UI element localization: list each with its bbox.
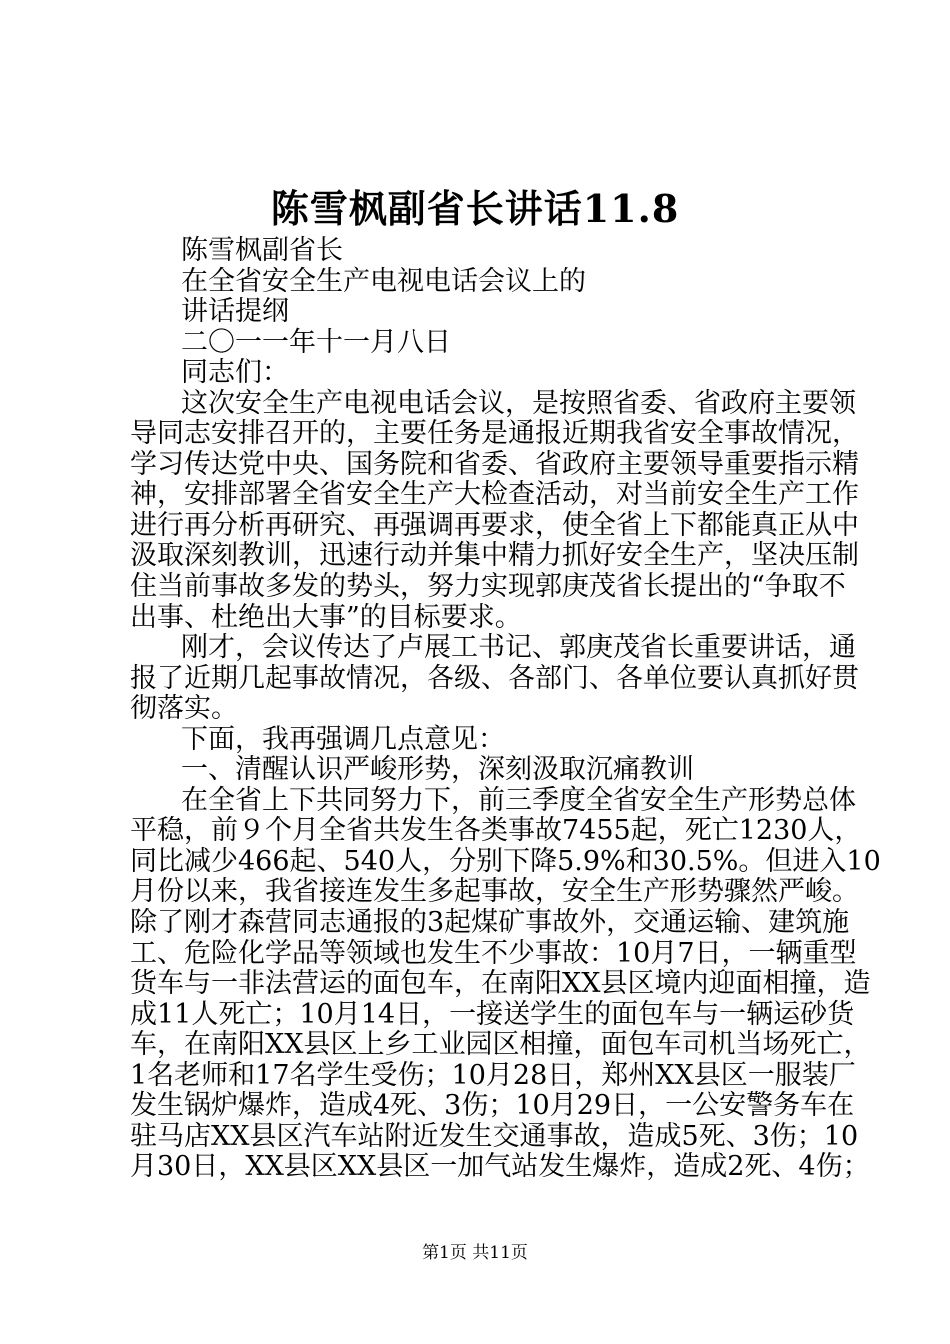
text-line: 在全省安全生产电视电话会议上的	[181, 265, 586, 297]
text-line: 货车与一非法营运的面包车，在南阳XX县区境内迎面相撞，造	[130, 968, 871, 1000]
text-line: 在全省上下共同努力下，前三季度全省安全生产形势总体	[181, 784, 856, 816]
text-line: 彻落实。	[130, 693, 238, 725]
text-line: 讲话提纲	[181, 296, 289, 328]
text-line: 月30日，XX县区XX县区一加气站发生爆炸，造成2死、4伤；	[130, 1151, 870, 1183]
text-line: 发生锅炉爆炸，造成4死、3伤；10月29日，一公安警务车在	[130, 1090, 855, 1122]
text-line: 住当前事故多发的势头，努力实现郭庚茂省长提出的“争取不	[130, 571, 846, 603]
text-line: 进行再分析再研究、再强调再要求，使全省上下都能真正从中	[130, 509, 859, 541]
text-line: 1名老师和17名学生受伤；10月28日，郑州XX县区一服装厂	[130, 1059, 856, 1091]
text-line: 成11人死亡；10月14日，一接送学生的面包车与一辆运砂货	[130, 998, 855, 1030]
text-line: 一、清醒认识严峻形势，深刻汲取沉痛教训	[181, 754, 694, 786]
text-line: 出事、杜绝出大事”的目标要求。	[130, 601, 522, 633]
text-line: 平稳，前９个月全省共发生各类事故7455起，死亡1230人，	[130, 815, 862, 847]
text-line: 下面，我再强调几点意见：	[181, 723, 505, 755]
text-line: 导同志安排召开的，主要任务是通报近期我省安全事故情况，	[130, 418, 859, 450]
page-footer: 第1页 共11页	[422, 1243, 528, 1263]
text-line: 工、危险化学品等领域也发生不少事故：10月7日，一辆重型	[130, 937, 857, 969]
text-line: 神，安排部署全省安全生产大检查活动，对当前安全生产工作	[130, 479, 859, 511]
text-line: 除了刚才森营同志通报的3起煤矿事故外，交通运输、建筑施	[130, 907, 850, 939]
text-line: 同比减少466起、540人，分别下降5.9%和30.5%。但进入10	[130, 845, 881, 877]
document-title: 陈雪枫副省长讲话11.8	[270, 186, 680, 231]
text-line: 汲取深刻教训，迅速行动并集中精力抓好安全生产，坚决压制	[130, 540, 859, 572]
text-line: 学习传达党中央、国务院和省委、省政府主要领导重要指示精	[130, 448, 859, 480]
text-line: 月份以来，我省接连发生多起事故，安全生产形势骤然严峻。	[130, 876, 859, 908]
text-line: 刚才，会议传达了卢展工书记、郭庚茂省长重要讲话，通	[181, 632, 856, 664]
text-line: 报了近期几起事故情况，各级、各部门、各单位要认真抓好贯	[130, 662, 859, 694]
text-line: 二〇一一年十一月八日	[181, 326, 451, 358]
text-line: 车，在南阳XX县区上乡工业园区相撞，面包车司机当场死亡，	[130, 1029, 871, 1061]
text-line: 驻马店XX县区汽车站附近发生交通事故，造成5死、3伤；10	[130, 1120, 859, 1152]
text-line: 同志们：	[181, 357, 289, 389]
text-line: 陈雪枫副省长	[181, 235, 343, 266]
document-body	[130, 235, 881, 1183]
text-line: 这次安全生产电视电话会议，是按照省委、省政府主要领	[181, 387, 856, 419]
